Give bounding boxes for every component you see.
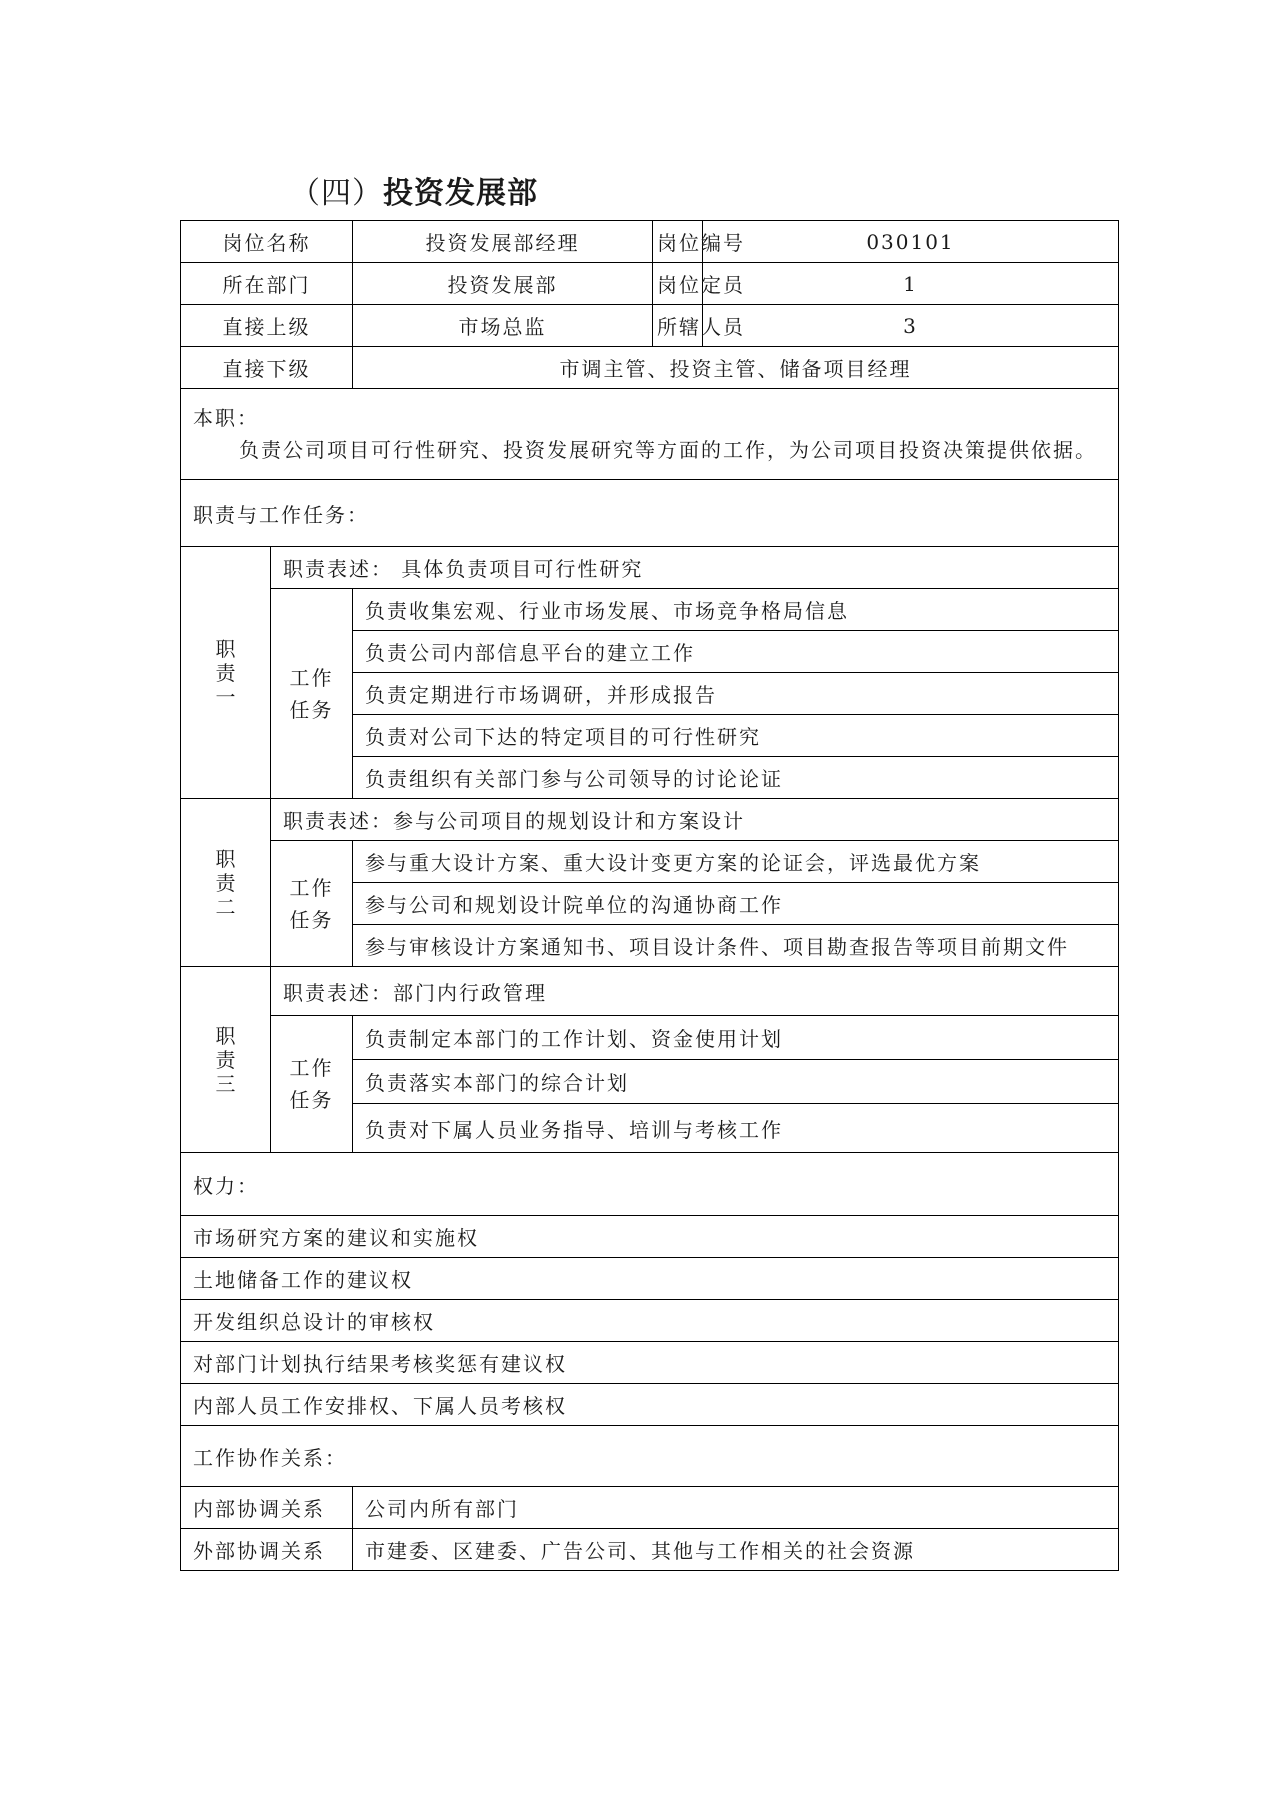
position-name-value: 投资发展部经理 <box>353 221 653 263</box>
duty-1-statement-row <box>181 547 1119 589</box>
subordinates-count-label: 所辖人员 <box>653 305 703 347</box>
row-external-relations <box>181 1529 1119 1571</box>
position-name-label: 岗位名称 <box>181 221 353 263</box>
section-number: （四） <box>290 176 383 211</box>
table-row <box>181 1216 1119 1258</box>
duties-label: 职责与工作任务： <box>181 480 1119 547</box>
duty-2-task: 参与审核设计方案通知书、项目设计条件、项目勘查报告等项目前期文件 <box>353 925 1119 967</box>
department-label: 所在部门 <box>181 263 353 305</box>
duty-3-name: 职 责 三 <box>181 967 271 1153</box>
duty-2-task: 参与重大设计方案、重大设计变更方案的论证会，评选最优方案 <box>353 841 1119 883</box>
duty-1-task: 负责组织有关部门参与公司领导的讨论论证 <box>353 757 1119 799</box>
row-subordinates <box>181 347 1119 389</box>
row-department <box>181 263 1119 305</box>
external-relations-value: 市建委、区建委、广告公司、其他与工作相关的社会资源 <box>353 1529 1119 1571</box>
table-row <box>181 841 1119 883</box>
row-role <box>181 389 1119 480</box>
subordinates-count-value: 3 <box>703 305 1119 347</box>
table-row <box>181 589 1119 631</box>
work-tasks-label: 工作 任务 <box>271 589 353 799</box>
table-row <box>181 1384 1119 1426</box>
section-heading <box>290 168 538 212</box>
internal-relations-value: 公司内所有部门 <box>353 1487 1119 1529</box>
row-powers-label <box>181 1153 1119 1216</box>
subordinates-value: 市调主管、投资主管、储备项目经理 <box>353 347 1119 389</box>
section-title: 投资发展部 <box>383 176 538 211</box>
subordinates-label: 直接下级 <box>181 347 353 389</box>
duty-3-task: 负责对下属人员业务指导、培训与考核工作 <box>353 1104 1119 1153</box>
duty-1-name: 职 责 一 <box>181 547 271 799</box>
work-tasks-label: 工作 任务 <box>271 841 353 967</box>
headcount-value: 1 <box>703 263 1119 305</box>
duty-2-task: 参与公司和规划设计院单位的沟通协商工作 <box>353 883 1119 925</box>
work-tasks-label: 工作 任务 <box>271 1016 353 1153</box>
row-duties-label <box>181 480 1119 547</box>
role-text: 负责公司项目可行性研究、投资发展研究等方面的工作，为公司项目投资决策提供依据。 <box>239 438 1097 462</box>
superior-label: 直接上级 <box>181 305 353 347</box>
duty-3-task: 负责落实本部门的综合计划 <box>353 1060 1119 1104</box>
duty-1-task: 负责定期进行市场调研，并形成报告 <box>353 673 1119 715</box>
row-superior <box>181 305 1119 347</box>
duty-3-statement: 职责表述：部门内行政管理 <box>271 967 1119 1016</box>
department-value: 投资发展部 <box>353 263 653 305</box>
power-item: 市场研究方案的建议和实施权 <box>181 1216 1119 1258</box>
relations-label: 工作协作关系： <box>181 1426 1119 1487</box>
duty-2-name: 职 责 二 <box>181 799 271 967</box>
position-code-value: 030101 <box>703 221 1119 263</box>
superior-value: 市场总监 <box>353 305 653 347</box>
row-internal-relations <box>181 1487 1119 1529</box>
role-label: 本职： <box>193 406 259 430</box>
duty-1-task: 负责收集宏观、行业市场发展、市场竞争格局信息 <box>353 589 1119 631</box>
headcount-label: 岗位定员 <box>653 263 703 305</box>
duty-1-statement: 职责表述： 具体负责项目可行性研究 <box>271 547 1119 589</box>
table-row <box>181 1300 1119 1342</box>
duty-1-task: 负责对公司下达的特定项目的可行性研究 <box>353 715 1119 757</box>
power-item: 开发组织总设计的审核权 <box>181 1300 1119 1342</box>
power-item: 土地储备工作的建议权 <box>181 1258 1119 1300</box>
duty-1-task: 负责公司内部信息平台的建立工作 <box>353 631 1119 673</box>
power-item: 对部门计划执行结果考核奖惩有建议权 <box>181 1342 1119 1384</box>
position-code-label: 岗位编号 <box>653 221 703 263</box>
duty-3-statement-row <box>181 967 1119 1016</box>
job-description-table <box>180 220 1119 1571</box>
duty-2-statement: 职责表述：参与公司项目的规划设计和方案设计 <box>271 799 1119 841</box>
table-row <box>181 1342 1119 1384</box>
external-relations-label: 外部协调关系 <box>181 1529 353 1571</box>
row-relations-label <box>181 1426 1119 1487</box>
table-row <box>181 1258 1119 1300</box>
duty-2-statement-row <box>181 799 1119 841</box>
internal-relations-label: 内部协调关系 <box>181 1487 353 1529</box>
powers-label: 权力： <box>181 1153 1119 1216</box>
power-item: 内部人员工作安排权、下属人员考核权 <box>181 1384 1119 1426</box>
duty-3-task: 负责制定本部门的工作计划、资金使用计划 <box>353 1016 1119 1060</box>
table-row <box>181 1016 1119 1060</box>
row-position-name <box>181 221 1119 263</box>
